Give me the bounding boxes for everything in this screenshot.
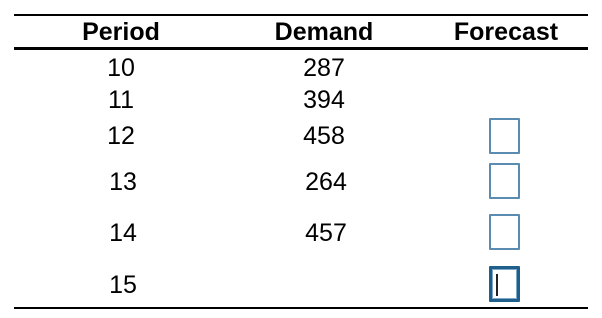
- demand-cell: 458: [303, 122, 345, 150]
- demand-cell: 264: [305, 168, 347, 196]
- period-cell: 14: [109, 219, 137, 247]
- forecast-field[interactable]: [491, 120, 518, 152]
- demand-cell: 287: [303, 54, 345, 82]
- period-cell: 11: [108, 86, 134, 114]
- text-caret: [496, 274, 498, 296]
- period-cell: 12: [107, 122, 135, 150]
- header-rule: [14, 47, 588, 50]
- forecast-input-period-15[interactable]: [489, 266, 520, 302]
- demand-cell: 457: [305, 219, 347, 247]
- table-top-rule: [14, 14, 588, 16]
- period-cell: 13: [109, 168, 137, 196]
- demand-column-header: Demand: [274, 18, 374, 46]
- forecast-column-header: Forecast: [453, 18, 559, 46]
- table-bottom-rule: [14, 307, 588, 309]
- forecast-input-period-13[interactable]: [489, 163, 520, 199]
- forecast-field[interactable]: [491, 165, 518, 197]
- period-cell: 15: [109, 271, 137, 299]
- period-cell: 10: [107, 54, 135, 82]
- period-column-header: Period: [82, 18, 160, 46]
- demand-cell: 394: [303, 86, 345, 114]
- forecast-input-period-14[interactable]: [489, 214, 520, 250]
- forecast-field[interactable]: [491, 216, 518, 248]
- forecast-input-period-12[interactable]: [489, 118, 520, 154]
